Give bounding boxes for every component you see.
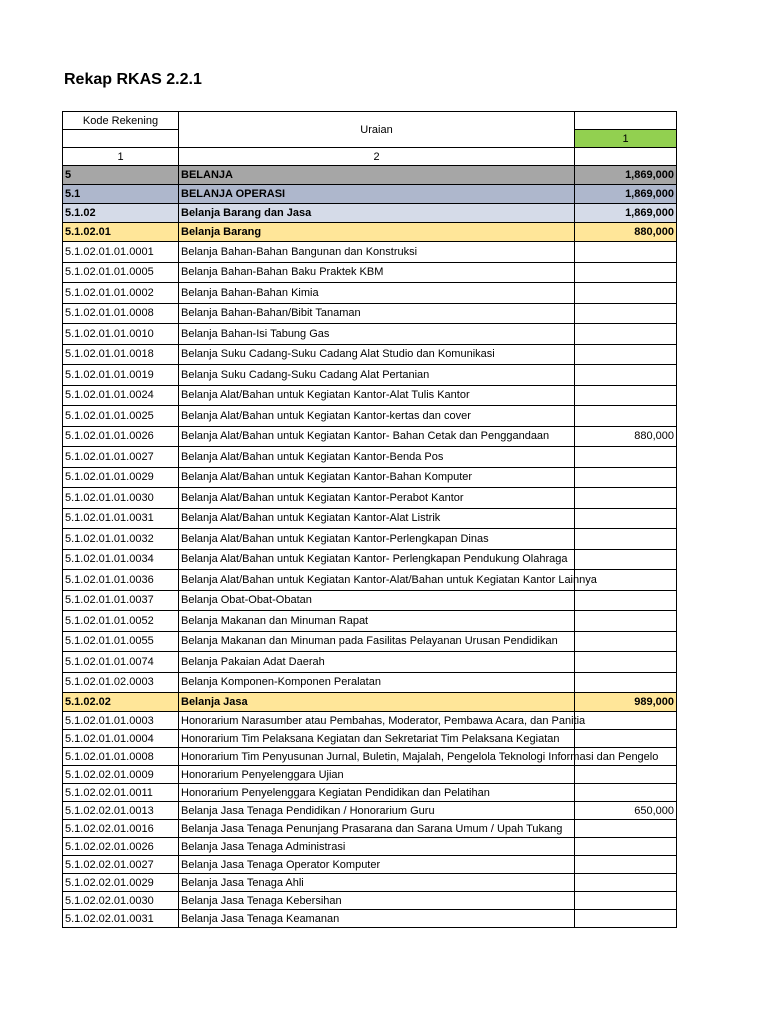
uraian-cell: Belanja Jasa Tenaga Kebersihan [179, 892, 575, 910]
table-row [63, 802, 677, 820]
uraian-cell: Honorarium Penyelenggara Ujian [179, 766, 575, 784]
uraian-cell: Belanja Pakaian Adat Daerah [179, 652, 575, 673]
table-row [63, 529, 677, 550]
table-row [63, 488, 677, 509]
kode-rekening-cell: 5.1.02.01.01.0025 [63, 406, 179, 427]
uraian-cell: Belanja Jasa Tenaga Pendidikan / Honorarium Guru [179, 802, 575, 820]
rkas-sheet [62, 111, 676, 928]
uraian-cell: Belanja Alat/Bahan untuk Kegiatan Kantor-Alat/Bahan untuk Kegiatan Kantor Lainnya [179, 570, 575, 591]
kode-rekening-cell: 5.1.02.02.01.0016 [63, 820, 179, 838]
nilai-cell [575, 508, 677, 529]
header-row-3 [63, 148, 677, 166]
uraian-cell: Belanja Alat/Bahan untuk Kegiatan Kantor-Perabot Kantor [179, 488, 575, 509]
kode-rekening-cell: 5.1.02.01.01.0001 [63, 242, 179, 263]
uraian-cell: Honorarium Tim Pelaksana Kegiatan dan Sekretariat Tim Pelaksana Kegiatan [179, 730, 575, 748]
table-row [63, 820, 677, 838]
kode-rekening-cell: 5.1.02.01.01.0036 [63, 570, 179, 591]
table-row [63, 406, 677, 427]
nilai-cell [575, 447, 677, 468]
table-row [63, 693, 677, 712]
kode-rekening-cell: 5.1.02.01.01.0026 [63, 426, 179, 447]
table-row [63, 204, 677, 223]
nilai-cell [575, 730, 677, 748]
uraian-cell: Belanja Obat-Obat-Obatan [179, 590, 575, 611]
nilai-cell: 880,000 [575, 426, 677, 447]
uraian-cell: Belanja Barang dan Jasa [179, 204, 575, 223]
table-row [63, 283, 677, 304]
table-row [63, 303, 677, 324]
kode-rekening-cell: 5.1.02.02.01.0030 [63, 892, 179, 910]
kode-rekening-cell: 5.1.02.01.01.0029 [63, 467, 179, 488]
page-title: Rekap RKAS 2.2.1 [64, 71, 202, 88]
table-row [63, 185, 677, 204]
nilai-cell [575, 892, 677, 910]
kode-rekening-cell: 5.1.02.01.01.0027 [63, 447, 179, 468]
nilai-cell [575, 549, 677, 570]
uraian-header: Uraian [179, 112, 575, 148]
uraian-cell: Belanja Bahan-Bahan Baku Praktek KBM [179, 262, 575, 283]
kode-rekening-cell: 5.1.02.02 [63, 693, 179, 712]
nilai-cell [575, 262, 677, 283]
nilai-cell [575, 784, 677, 802]
nilai-cell [575, 856, 677, 874]
nilai-cell [575, 344, 677, 365]
nilai-cell: 880,000 [575, 223, 677, 242]
table-row [63, 766, 677, 784]
uraian-cell: Belanja Alat/Bahan untuk Kegiatan Kantor- Bahan Cetak dan Penggandaan [179, 426, 575, 447]
nilai-cell: 650,000 [575, 802, 677, 820]
uraian-cell: Belanja Bahan-Isi Tabung Gas [179, 324, 575, 345]
table-row [63, 344, 677, 365]
nilai-cell [575, 406, 677, 427]
kode-rekening-cell: 5.1.02.01.01.0008 [63, 748, 179, 766]
table-row [63, 611, 677, 632]
table-row [63, 262, 677, 283]
table-row [63, 856, 677, 874]
kode-rekening-header: Kode Rekening [63, 112, 179, 130]
nilai-cell [575, 324, 677, 345]
kode-rekening-cell: 5.1.02.02.01.0026 [63, 838, 179, 856]
table-row [63, 892, 677, 910]
kode-rekening-cell: 5.1.02.01.01.0018 [63, 344, 179, 365]
uraian-cell: Belanja Barang [179, 223, 575, 242]
kode-rekening-cell: 5.1.02.01.01.0032 [63, 529, 179, 550]
kode-rekening-cell: 5.1.02.01.01.0034 [63, 549, 179, 570]
kode-rekening-cell: 5.1.02.01.01.0030 [63, 488, 179, 509]
table-row [63, 672, 677, 693]
kode-rekening-cell: 5.1 [63, 185, 179, 204]
nilai-cell [575, 303, 677, 324]
kode-rekening-cell: 5.1.02.01.01.0074 [63, 652, 179, 673]
uraian-cell: Belanja Bahan-Bahan Bangunan dan Konstruksi [179, 242, 575, 263]
column-number-2: 2 [179, 148, 575, 166]
table-row [63, 838, 677, 856]
kode-rekening-cell: 5.1.02.01.01.0024 [63, 385, 179, 406]
uraian-cell: Belanja Jasa [179, 693, 575, 712]
nilai-cell [575, 611, 677, 632]
kode-rekening-cell: 5.1.02.01.01.0031 [63, 508, 179, 529]
uraian-cell: Honorarium Narasumber atau Pembahas, Moderator, Pembawa Acara, dan Panitia [179, 712, 575, 730]
table-row [63, 508, 677, 529]
value-header-blank [575, 112, 677, 130]
uraian-cell: Belanja Jasa Tenaga Operator Komputer [179, 856, 575, 874]
nilai-cell [575, 631, 677, 652]
uraian-cell: Honorarium Penyelenggara Kegiatan Pendidikan dan Pelatihan [179, 784, 575, 802]
kode-rekening-cell: 5.1.02.01.01.0004 [63, 730, 179, 748]
kode-rekening-cell: 5.1.02.02.01.0013 [63, 802, 179, 820]
uraian-cell: Belanja Jasa Tenaga Ahli [179, 874, 575, 892]
table-row [63, 730, 677, 748]
nilai-cell [575, 766, 677, 784]
table-row [63, 385, 677, 406]
nilai-cell [575, 672, 677, 693]
uraian-cell: Belanja Suku Cadang-Suku Cadang Alat Studio dan Komunikasi [179, 344, 575, 365]
uraian-cell: Belanja Alat/Bahan untuk Kegiatan Kantor-Perlengkapan Dinas [179, 529, 575, 550]
table-row [63, 223, 677, 242]
kode-rekening-cell: 5.1.02.01.01.0019 [63, 365, 179, 386]
nilai-cell [575, 385, 677, 406]
column-number-1: 1 [63, 148, 179, 166]
table-row [63, 426, 677, 447]
uraian-cell: Belanja Alat/Bahan untuk Kegiatan Kantor-Alat Listrik [179, 508, 575, 529]
uraian-cell: Belanja Komponen-Komponen Peralatan [179, 672, 575, 693]
table-row [63, 467, 677, 488]
kode-rekening-cell: 5.1.02.01 [63, 223, 179, 242]
kode-rekening-cell: 5.1.02.02.01.0011 [63, 784, 179, 802]
table-row [63, 590, 677, 611]
uraian-cell: Belanja Jasa Tenaga Administrasi [179, 838, 575, 856]
uraian-cell: Belanja Alat/Bahan untuk Kegiatan Kantor-Bahan Komputer [179, 467, 575, 488]
value-column-number: 1 [575, 130, 677, 148]
kode-rekening-cell: 5.1.02.02.01.0027 [63, 856, 179, 874]
table-row [63, 447, 677, 468]
uraian-cell: Belanja Jasa Tenaga Penunjang Prasarana dan Sarana Umum / Upah Tukang [179, 820, 575, 838]
nilai-cell [575, 910, 677, 928]
uraian-cell: Belanja Alat/Bahan untuk Kegiatan Kantor-kertas dan cover [179, 406, 575, 427]
table-row [63, 324, 677, 345]
uraian-cell: Belanja Alat/Bahan untuk Kegiatan Kantor-Alat Tulis Kantor [179, 385, 575, 406]
table-row [63, 549, 677, 570]
kode-rekening-cell: 5.1.02.02.01.0029 [63, 874, 179, 892]
nilai-cell [575, 242, 677, 263]
nilai-cell [575, 529, 677, 550]
kode-rekening-cell: 5.1.02.02.01.0009 [63, 766, 179, 784]
kode-rekening-cell: 5.1.02.01.01.0005 [63, 262, 179, 283]
table-row [63, 652, 677, 673]
kode-rekening-cell: 5.1.02 [63, 204, 179, 223]
kode-rekening-cell: 5.1.02.01.01.0010 [63, 324, 179, 345]
table-row [63, 784, 677, 802]
table-row [63, 570, 677, 591]
table-row [63, 874, 677, 892]
table-row [63, 910, 677, 928]
uraian-cell: Belanja Suku Cadang-Suku Cadang Alat Pertanian [179, 365, 575, 386]
table-row [63, 748, 677, 766]
header-row-1 [63, 112, 677, 130]
kode-rekening-cell: 5.1.02.01.01.0052 [63, 611, 179, 632]
kode-rekening-cell: 5.1.02.01.01.0003 [63, 712, 179, 730]
kode-rekening-header-blank [63, 130, 179, 148]
kode-rekening-cell: 5.1.02.01.01.0055 [63, 631, 179, 652]
nilai-cell [575, 467, 677, 488]
table-row [63, 166, 677, 185]
table-row [63, 712, 677, 730]
table-body [63, 166, 677, 928]
nilai-cell: 1,869,000 [575, 166, 677, 185]
nilai-cell: 1,869,000 [575, 204, 677, 223]
nilai-cell [575, 488, 677, 509]
nilai-cell [575, 838, 677, 856]
uraian-cell: Belanja Alat/Bahan untuk Kegiatan Kantor- Perlengkapan Pendukung Olahraga [179, 549, 575, 570]
uraian-cell: Belanja Makanan dan Minuman Rapat [179, 611, 575, 632]
nilai-cell [575, 874, 677, 892]
kode-rekening-cell: 5.1.02.01.01.0037 [63, 590, 179, 611]
nilai-cell [575, 590, 677, 611]
nilai-cell [575, 365, 677, 386]
table-row [63, 631, 677, 652]
kode-rekening-cell: 5 [63, 166, 179, 185]
uraian-cell: Belanja Bahan-Bahan/Bibit Tanaman [179, 303, 575, 324]
column-number-3-blank [575, 148, 677, 166]
nilai-cell [575, 712, 677, 730]
uraian-cell: Belanja Bahan-Bahan Kimia [179, 283, 575, 304]
kode-rekening-cell: 5.1.02.01.01.0008 [63, 303, 179, 324]
nilai-cell [575, 283, 677, 304]
rkas-table [62, 111, 677, 928]
table-row [63, 242, 677, 263]
nilai-cell: 1,869,000 [575, 185, 677, 204]
uraian-cell: Honorarium Tim Penyusunan Jurnal, Buletin, Majalah, Pengelola Teknologi Informasi dan Pengelo [179, 748, 575, 766]
uraian-cell: BELANJA [179, 166, 575, 185]
nilai-cell [575, 820, 677, 838]
kode-rekening-cell: 5.1.02.01.02.0003 [63, 672, 179, 693]
uraian-cell: Belanja Alat/Bahan untuk Kegiatan Kantor-Benda Pos [179, 447, 575, 468]
nilai-cell: 989,000 [575, 693, 677, 712]
table-row [63, 365, 677, 386]
kode-rekening-cell: 5.1.02.01.01.0002 [63, 283, 179, 304]
uraian-cell: BELANJA OPERASI [179, 185, 575, 204]
nilai-cell [575, 652, 677, 673]
kode-rekening-cell: 5.1.02.02.01.0031 [63, 910, 179, 928]
uraian-cell: Belanja Makanan dan Minuman pada Fasilitas Pelayanan Urusan Pendidikan [179, 631, 575, 652]
uraian-cell: Belanja Jasa Tenaga Keamanan [179, 910, 575, 928]
